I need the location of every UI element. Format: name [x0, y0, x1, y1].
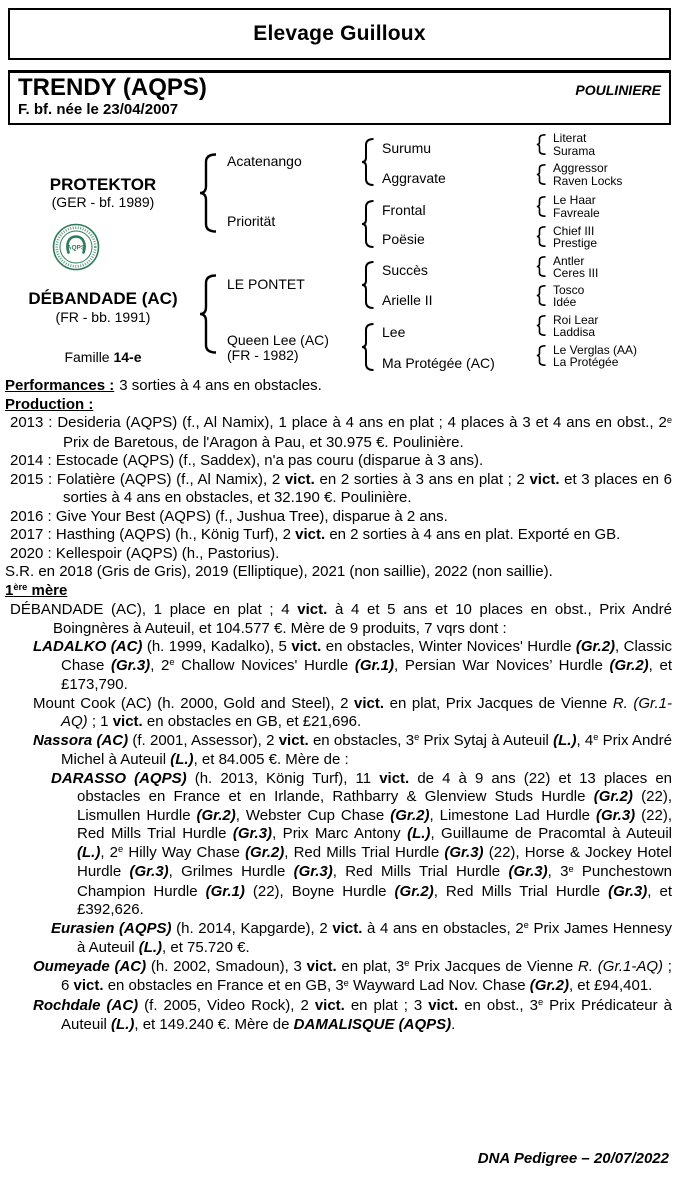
performances-text: 3 sorties à 4 ans en obstacles. [119, 377, 322, 394]
performances-line [5, 377, 672, 396]
sire-origin: (GER - bf. 1989) [51, 194, 155, 210]
pedigree-gen2-name: Priorität [227, 213, 276, 229]
pedigree-gen3-name: Surumu [382, 140, 432, 156]
pedigree-bracket [361, 138, 374, 186]
pedigree-bracket [536, 345, 546, 366]
pedigree-gen4-name: Le Haar [553, 193, 596, 207]
produce-paragraph-mountcook: Mount Cook (AC) (h. 2000, Gold and Steel), 2 vict. en plat, Prix Jacques de Vienne R. (Gr.1-AQ) ; 1 vict. en obstacles en GB, et £21,696. [33, 694, 672, 730]
horse-header-box [8, 70, 671, 125]
horse-birth-line: F. bf. née le 23/04/2007 [18, 101, 179, 118]
pedigree-gen2-name: LE PONTET [227, 276, 305, 292]
family-line: Famille 14-e [64, 349, 142, 365]
sire-name: PROTEKTOR [49, 175, 157, 194]
stud-record-line: S.R. en 2018 (Gris de Gris), 2019 (Elliptique), 2021 (non saillie), 2022 (non saillie). [5, 563, 553, 580]
performances-label: Performances : [5, 377, 115, 394]
document-body [0, 377, 679, 1035]
produce-paragraph-eurasien: Eurasien (AQPS) (h. 2014, Kapgarde), 2 vict. à 4 ans en obstacles, 2e Prix James Hennesy à Auteuil (L.), et 75.720 €. [51, 919, 672, 956]
pedigree-gen4-name: La Protégée [553, 355, 619, 369]
pedigree-tree [0, 131, 679, 377]
first-dam-header: 1ère mère [5, 581, 68, 599]
production-entry-2015: 2015 : Folatière (AQPS) (f., Al Namix), 2 vict. en 2 sorties à 3 ans en plat ; 2 vict. et 3 places en 6 sorties à 4 ans en obstacles, et 32.190 €. Poulinière. [10, 470, 672, 506]
farm-header-box [8, 8, 671, 60]
pedigree-gen4-name: Favreale [553, 206, 600, 220]
produce-paragraph-ladalko: LADALKO (AC) (h. 1999, Kadalko), 5 vict. en obstacles, Winter Novices' Hurdle (Gr.2), Classic Chase (Gr.3), 2e Challow Novices' Hurdle (Gr.1), Persian War Novices’ Hurdle (Gr.2), et £173,790. [33, 638, 672, 693]
svg-text:AQPS: AQPS [66, 244, 86, 252]
pedigree-bracket [536, 164, 546, 185]
aqps-logo-icon [52, 223, 100, 273]
produce-paragraph-darasso: DARASSO (AQPS) (h. 2013, König Turf), 11 vict. de 4 à 9 ans (22) et 13 places en obstacles en France et en Irlande, Rathbarry & Glenview Studs Hurdle (Gr.2) (22), Lismullen Hurdle (Gr.2), Webster Cup Chase (Gr.2), Limestone Lad Hurdle (Gr.3) (22), Red Mills Trial Hurdle (Gr.3), Prix Marc Antony (L.), Guillaume de Pracomtal à Auteuil (L.), 2e Hilly Way Chase (Gr.2), Red Mills Trial Hurdle (Gr.3) (22), Horse & Jockey Hotel Hurdle (Gr.3), Grilmes Hurdle (Gr.3), Red Mills Trial Hurdle (Gr.3), 3e Punchestown Champion Hurdle (Gr.1) (22), Boyne Hurdle (Gr.2), Red Mills Trial Hurdle (Gr.3), et £392,626. [51, 769, 673, 918]
first-dam-paragraph: DÉBANDADE (AC), 1 place en plat ; 4 vict. à 4 et 5 ans et 10 places en obst., Prix André Boingnères à Auteuil, et 104.577 €. Mère de 9 produits, 7 vqrs dont : [10, 601, 672, 637]
pedigree-bracket [361, 323, 374, 371]
produce-paragraph-oumeyade: Oumeyade (AC) (h. 2002, Smadoun), 3 vict. en plat, 3e Prix Jacques de Vienne R. (Gr.1-AQ) ; 6 vict. en obstacles en France et en GB, 3e Wayward Lad Nov. Chase (Gr.2), et £94,401. [33, 957, 672, 994]
pedigree-bracket [536, 226, 546, 247]
dam-name: DÉBANDADE (AC) [28, 289, 178, 308]
pedigree-gen4-name: Prestige [553, 236, 598, 250]
production-header: Production : [5, 395, 94, 413]
document-footer: DNA Pedigree – 20/07/2022 [477, 1150, 669, 1167]
pedigree-gen2-origin: (FR - 1982) [227, 347, 299, 363]
horse-role-badge: POULINIERE [575, 82, 661, 98]
production-entry-2020: 2020 : Kellespoir (AQPS) (h., Pastorius). [10, 544, 280, 562]
pedigree-bracket [536, 315, 546, 336]
production-entry-2016: 2016 : Give Your Best (AQPS) (f., Jushua Tree), disparue à 2 ans. [10, 507, 448, 525]
produce-paragraph-rochdale: Rochdale (AC) (f. 2005, Video Rock), 2 vict. en plat ; 3 vict. en obst., 3e Prix Prédicateur à Auteuil (L.), et 149.240 €. Mère de DAMALISQUE (AQPS). [33, 996, 672, 1033]
pedigree-gen4-name: Surama [553, 144, 596, 158]
pedigree-bracket [361, 200, 374, 248]
pedigree-gen4-name: Idée [553, 295, 577, 309]
pedigree-gen3-name: Frontal [382, 202, 426, 218]
pedigree-bracket [199, 153, 217, 233]
production-entry-2014: 2014 : Estocade (AQPS) (f., Saddex), n'a pas couru (disparue à 3 ans). [10, 452, 484, 469]
pedigree-bracket [536, 285, 546, 306]
produce-paragraph-nassora: Nassora (AC) (f. 2001, Assessor), 2 vict. en obstacles, 3e Prix Sytaj à Auteuil (L.), 4e Prix André Michel à Auteuil (L.), et 84.005 €. Mère de : [33, 731, 672, 768]
pedigree-gen3-name: Succès [382, 262, 428, 278]
pedigree-gen4-name: Ceres III [553, 266, 599, 280]
pedigree-gen4-name: Le Verglas (AA) [553, 343, 638, 357]
pedigree-gen3-name: Lee [382, 324, 406, 340]
production-entry-2017: 2017 : Hasthing (AQPS) (h., König Turf), 2 vict. en 2 sorties à 4 ans en plat. Exporté en GB. [10, 526, 621, 543]
farm-title: Elevage Guilloux [253, 22, 426, 45]
pedigree-bracket [361, 261, 374, 309]
pedigree-gen4-name: Tosco [553, 283, 585, 297]
production-entry-2013: 2013 : Desideria (AQPS) (f., Al Namix), 1 place à 4 ans en plat ; 4 places à 3 et 4 ans en obst., 2e Prix de Baretous, de l'Aragon à Pau, et 30.975 €. Poulinière. [10, 414, 672, 451]
pedigree-gen4-name: Laddisa [553, 325, 596, 339]
pedigree-bracket [199, 274, 217, 354]
pedigree-bracket [536, 196, 546, 217]
pedigree-gen4-name: Aggressor [553, 161, 608, 175]
pedigree-gen2-name: Acatenango [227, 153, 302, 169]
pedigree-bracket [536, 256, 546, 277]
pedigree-gen4-name: Antler [553, 254, 585, 268]
pedigree-gen4-name: Chief III [553, 224, 595, 238]
horse-name: TRENDY (AQPS) [18, 74, 207, 101]
pedigree-gen3-name: Aggravate [382, 170, 446, 186]
pedigree-gen3-name: Ma Protégée (AC) [382, 355, 495, 371]
dam-origin: (FR - bb. 1991) [55, 309, 151, 325]
pedigree-gen2-name: Queen Lee (AC) [227, 332, 329, 348]
pedigree-gen3-name: Arielle II [382, 292, 433, 308]
pedigree-gen4-name: Raven Locks [553, 174, 623, 188]
pedigree-gen3-name: Poësie [382, 231, 425, 247]
pedigree-bracket [536, 134, 546, 155]
pedigree-gen4-name: Literat [553, 131, 587, 145]
pedigree-gen4-name: Roi Lear [553, 313, 599, 327]
